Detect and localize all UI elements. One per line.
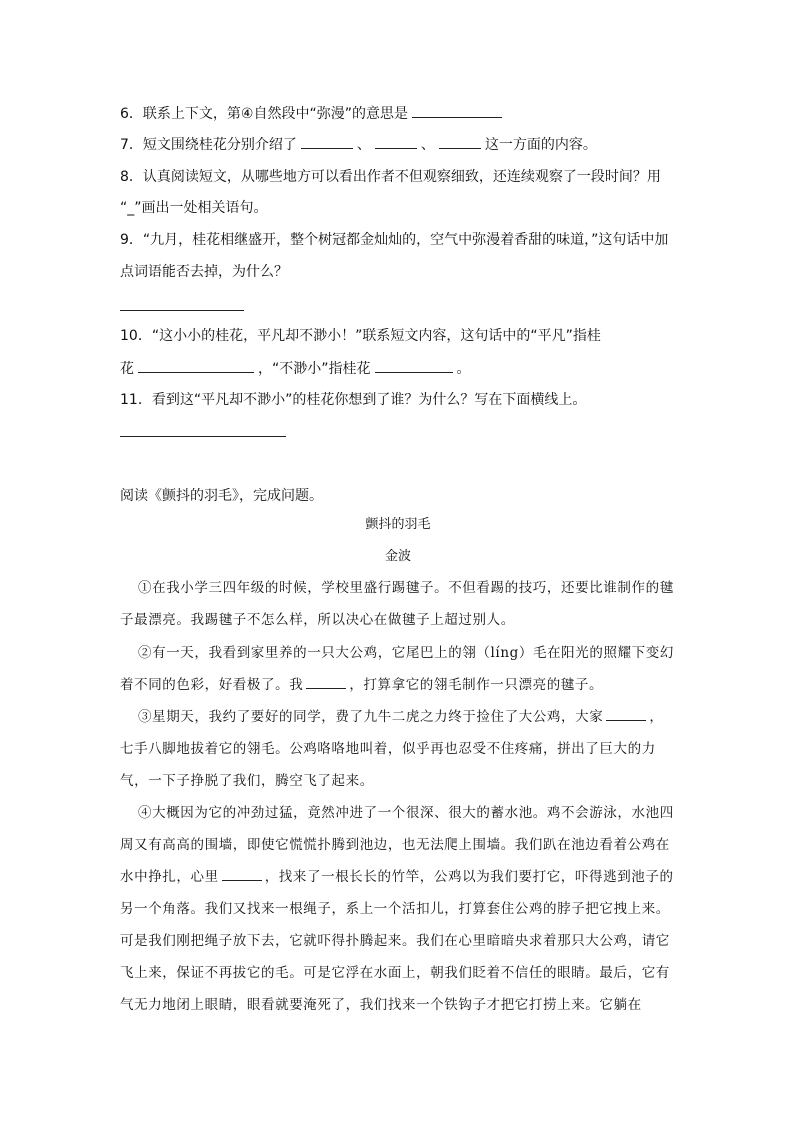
- question-8-line1: 8．认真阅读短文，从哪些地方可以看出作者不但观察细致，还连续观察了一段时间？用: [120, 169, 661, 185]
- passage-title: 颤抖的羽毛: [365, 517, 431, 532]
- answer-line[interactable]: [120, 436, 286, 437]
- paragraph-4-text: ④大概因为它的冲劲过猛，竟然冲进了一个很深、很大的蓄水池。鸡不会游泳，水池四周又有高高的围墙，即使它慌慌扑腾到池边，也无法爬上围墙。我们趴在池边看着公鸡在水中挣扎，心里: [120, 805, 674, 885]
- question-9-line1: 9．“九月，桂花相继盛开，整个树冠都金灿灿的，空气中弥漫着香甜的味道，”这句话中加: [120, 232, 669, 248]
- answer-blank[interactable]: [306, 675, 346, 689]
- paragraph-3-text: ③星期天，我约了要好的同学，费了九牛二虎之力终于捡住了大公鸡，大家: [138, 709, 604, 725]
- passage-author: 金波: [384, 549, 411, 564]
- answer-blank[interactable]: [301, 134, 353, 149]
- answer-blank[interactable]: [439, 134, 481, 149]
- paragraph-4: [120, 797, 676, 1021]
- answer-blank[interactable]: [606, 707, 646, 721]
- answer-blank[interactable]: [375, 358, 453, 373]
- separator: 、: [420, 137, 435, 153]
- question-7-text: 7．短文围绕桂花分别介绍了: [120, 137, 297, 153]
- question-10-text: ，“不渺小”指桂花: [258, 361, 371, 377]
- answer-blank[interactable]: [222, 867, 262, 881]
- paragraph-4-text: ，找来了一根长长的竹竿，公鸡以为我们要打它，吓得逃到池子的另一个角落。我们又找来一根绳子，系上一个活扣儿，打算套住公鸡的脖子把它拽上来。可是我们刚把绳子放下去，它就吓得扑腾起来。我们在心里暗暗央求着那只大公鸡，请它飞上来，保证不再拔它的毛。可是它浮在水面上，朝我们眨着不信任的眼睛。最后，它有气无力地闭上眼睛，眼看就要淹死了，我们找来一个铁钩子才把它打捞上来。它躺在: [120, 869, 674, 1013]
- question-10-line1: 10．“这小小的桂花，平凡却不渺小！”联系短文内容，这句话中的“平凡”指桂: [120, 328, 601, 344]
- answer-line[interactable]: [120, 310, 244, 311]
- question-6: [120, 103, 506, 124]
- paragraph-1-text: ①在我小学三四年级的时候，学校里盛行踢毽子。不但看踢的技巧，还要比谁制作的毽子最漂亮。我踢毽子不怎么样，所以决心在做毽子上超过别人。: [120, 580, 674, 628]
- separator: 、: [356, 137, 371, 153]
- question-11: 11．看到这“平凡却不渺小”的桂花你想到了谁？为什么？写在下面横线上。: [120, 392, 587, 408]
- answer-blank[interactable]: [375, 134, 417, 149]
- paragraph-3-text: ，七手八脚地拔着它的翎毛。公鸡咯咯地叫着，似乎再也忍受不住疼痛，拼出了巨大的力气，一下子挣脱了我们，腾空飞了起来。: [120, 709, 664, 789]
- question-7: [120, 134, 597, 155]
- question-9-line2: 点词语能否去掉，为什么？: [120, 264, 288, 280]
- reading-intro: 阅读《颤抖的羽毛》，完成问题。: [120, 488, 323, 504]
- question-8-line2: “_”画出一处相关语句。: [120, 200, 268, 216]
- answer-blank[interactable]: [412, 103, 502, 118]
- answer-blank[interactable]: [138, 358, 254, 373]
- question-10-text: 花: [120, 361, 134, 377]
- paragraph-2-text: ，打算拿它的翎毛制作一只漂亮的毽子。: [349, 677, 604, 693]
- paragraph-2-text: ②有一天，我看到家里养的一只大公鸡，它尾巴上的翎（líng）毛在阳光的照耀下变幻着不同的色彩，好看极了。我: [120, 645, 674, 693]
- question-10-text: 。: [456, 361, 471, 377]
- paragraph-3: [120, 701, 676, 797]
- paragraph-1: [120, 572, 676, 636]
- question-7-tail: 这一方面的内容。: [484, 137, 597, 153]
- question-6-text: 6．联系上下文，第④自然段中“弥漫”的意思是: [120, 106, 408, 122]
- question-10-line2: [120, 358, 471, 379]
- paragraph-2: [120, 637, 676, 701]
